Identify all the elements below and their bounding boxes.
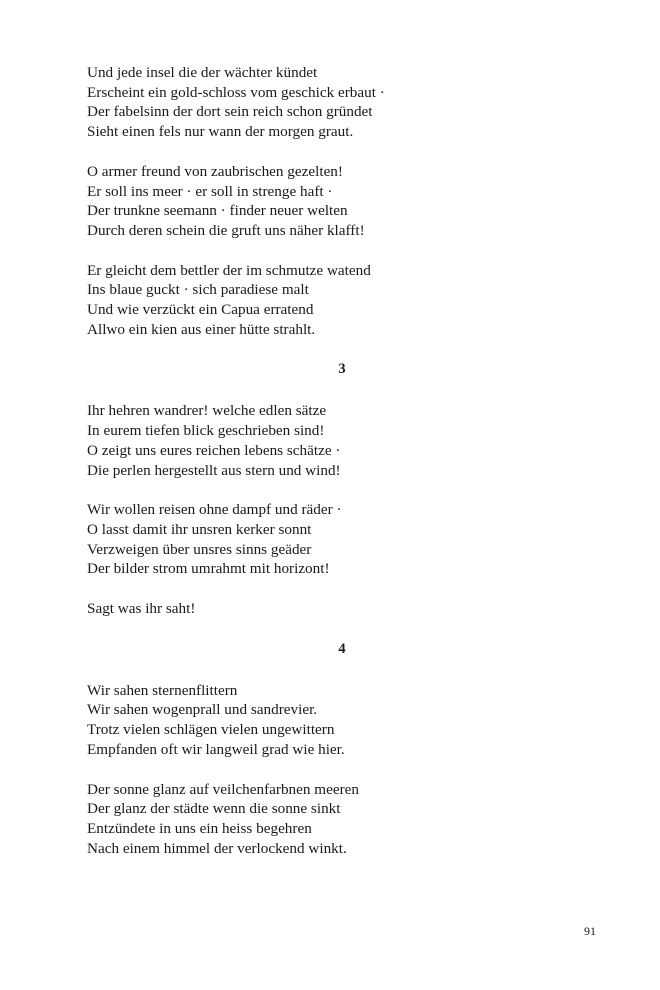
verse-line: Er soll ins meer · er soll in strenge haft ·: [87, 182, 333, 200]
verse-line: Und jede insel die der wächter kündet: [87, 64, 318, 81]
verse-line: Und wie verzückt ein Capua erratend: [87, 301, 314, 319]
stanza: [87, 63, 607, 142]
verse-line: Entzündete in uns ein heiss begehren: [87, 819, 312, 837]
verse-line: Wir wollen reisen ohne dampf und räder ·: [87, 501, 342, 519]
stanza: [87, 780, 607, 859]
page-number: 91: [584, 924, 596, 938]
verse-line: Sagt was ihr saht!: [87, 600, 196, 618]
stanza: [87, 599, 607, 619]
verse-line: Ihr hehren wandrer! welche edlen sätze: [87, 402, 327, 420]
verse-line: Der fabelsinn der dort sein reich schon gründet: [87, 103, 373, 121]
verse-line: Der trunkne seemann · finder neuer welten: [87, 202, 348, 220]
verse-line: O zeigt uns eures reichen lebens schätze ·: [87, 441, 341, 459]
verse-line: Verzweigen über unsres sinns geäder: [87, 540, 312, 558]
verse-line: Trotz vielen schlägen vielen ungewittern: [87, 721, 335, 739]
stanza: [87, 261, 607, 340]
verse-line: Sieht einen fels nur wann der morgen graut.: [87, 123, 354, 141]
verse-line: Durch deren schein die gruft uns näher klafft!: [87, 221, 365, 239]
verse-line: O lasst damit ihr unsren kerker sonnt: [87, 520, 312, 538]
verse-line: Empfanden oft wir langweil grad wie hier.: [87, 740, 345, 758]
verse-line: Der sonne glanz auf veilchenfarbnen meeren: [87, 780, 359, 798]
verse-line: Allwo ein kien aus einer hütte strahlt.: [87, 320, 316, 338]
verse-line: Wir sahen sternenflittern: [87, 681, 238, 699]
verse-line: Der bilder strom umrahmt mit horizont!: [87, 560, 330, 578]
stanza: [87, 500, 607, 579]
stanza: [87, 401, 607, 480]
verse-line: Wir sahen wogenprall und sandrevier.: [87, 701, 318, 719]
poem-text: [87, 63, 607, 858]
stanza: [87, 681, 607, 760]
verse-line: Er gleicht dem bettler der im schmutze watend: [87, 261, 371, 279]
verse-line: Der glanz der städte wenn die sonne sinkt: [87, 800, 341, 818]
verse-line: O armer freund von zaubrischen gezelten!: [87, 162, 343, 180]
verse-line: In eurem tiefen blick geschrieben sind!: [87, 422, 325, 440]
verse-line: Nach einem himmel der verlockend winkt.: [87, 839, 347, 857]
verse-line: Ins blaue guckt · sich paradiese malt: [87, 281, 309, 299]
section-number: 4: [338, 640, 346, 657]
section-number: 3: [338, 361, 346, 378]
stanza: [87, 162, 607, 241]
verse-line: Erscheint ein gold-schloss vom geschick erbaut ·: [87, 83, 385, 101]
verse-line: Die perlen hergestellt aus stern und wind!: [87, 461, 341, 479]
